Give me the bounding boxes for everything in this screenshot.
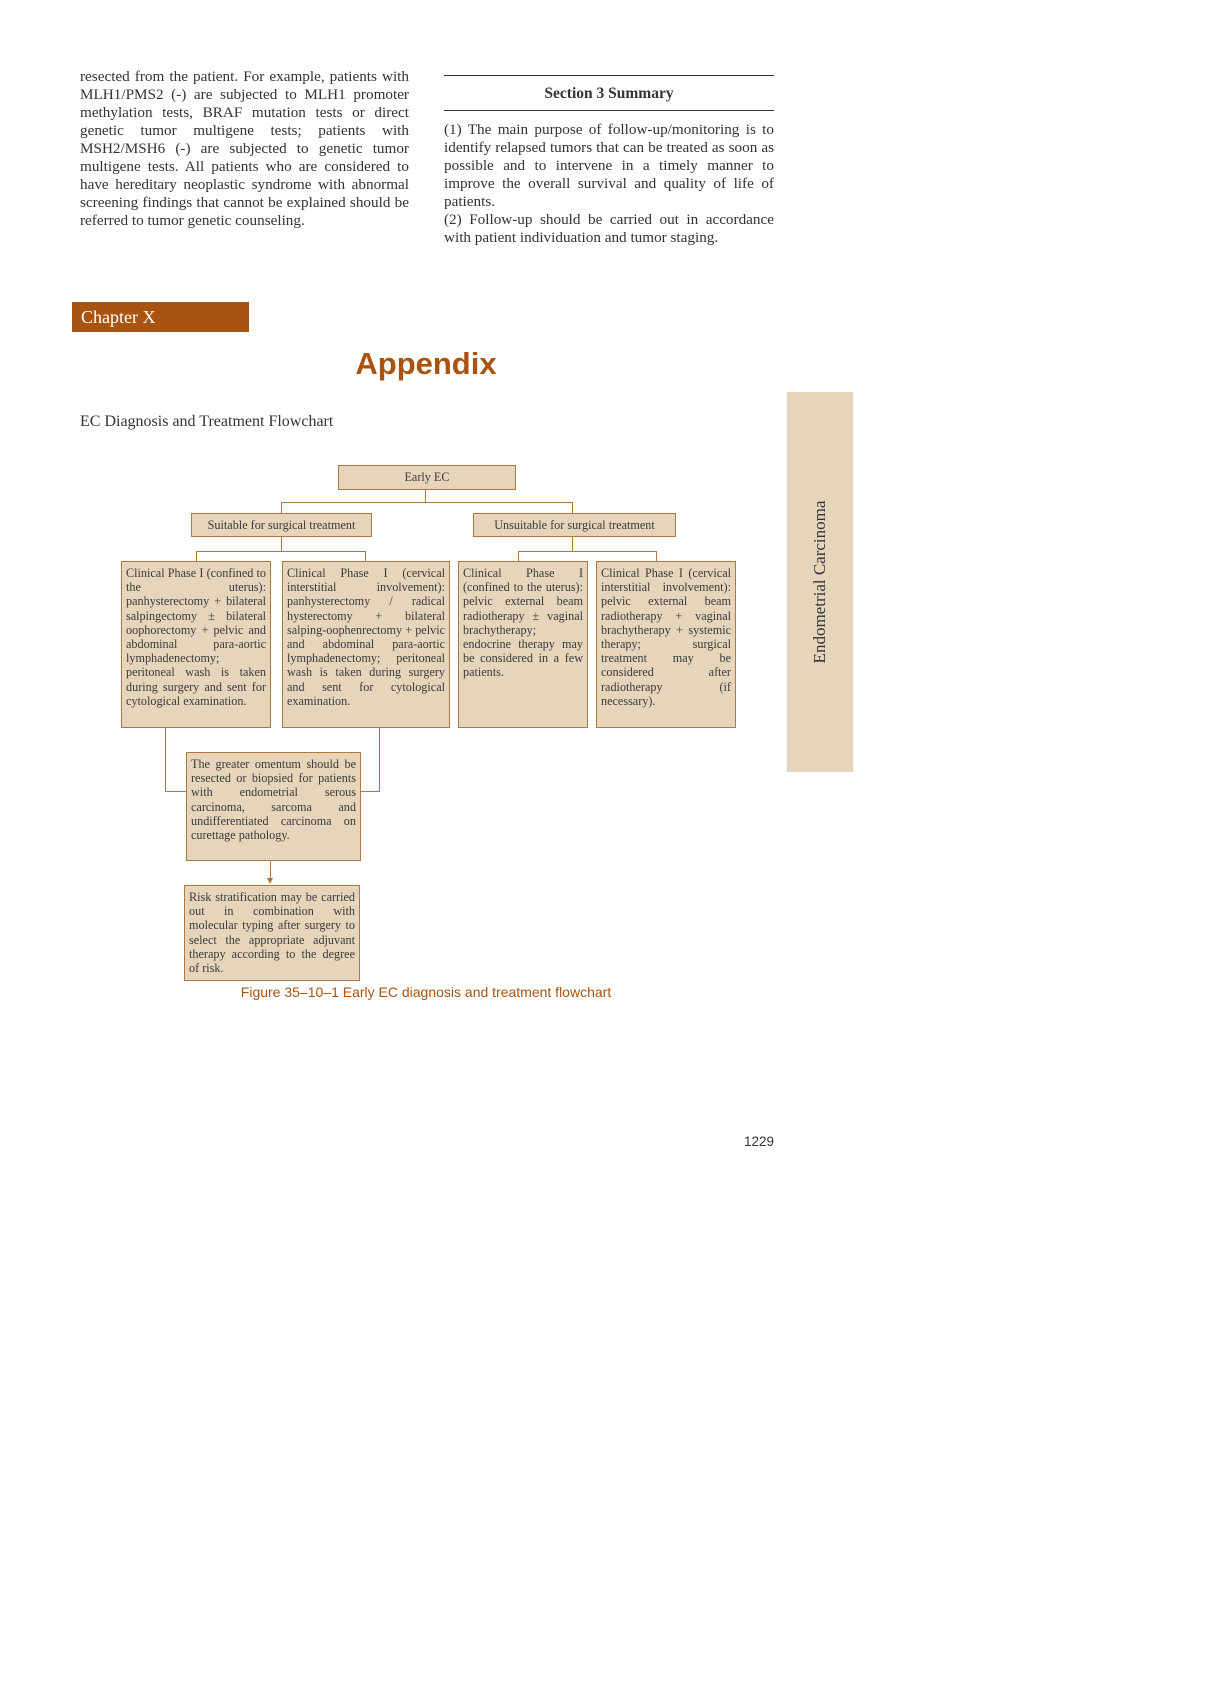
flowchart-heading: EC Diagnosis and Treatment Flowchart <box>80 413 334 430</box>
summary-point-2: (2) Follow-up should be carried out in accordance with patient individuation and tumor staging. <box>444 211 774 246</box>
connector-line <box>165 727 166 791</box>
summary-point-1: (1) The main purpose of follow-up/monitoring is to identify relapsed tumors that can be treated as soon as possible and to intervene in a timely manner to improve the overall survival and quality of life of patients. <box>444 121 774 210</box>
left-column-paragraph: resected from the patient. For example, patients with MLH1/PMS2 (-) are subjected to MLH1 promoter methylation tests, BRAF mutation tests or direct genetic tumor multigene tests; patients with MSH2/MSH6 (-) are subjected to genetic tumor multigene tests. All patients who are considered to have hereditary neoplastic syndrome with abnormal screening findings that cannot be explained should be referred to tumor genetic counseling. <box>80 68 409 229</box>
flowchart-root: Early EC <box>338 465 516 490</box>
connector-line <box>572 537 573 551</box>
connector-line <box>518 551 519 561</box>
summary-bottom-rule <box>444 110 774 111</box>
appendix-title: Appendix <box>355 346 497 381</box>
connector-line <box>359 791 380 792</box>
figure-caption: Figure 35–10–1 Early EC diagnosis and treatment flowchart <box>240 984 612 1000</box>
flowchart-suitable: Suitable for surgical treatment <box>191 513 372 537</box>
connector-line <box>425 489 426 502</box>
connector-line <box>365 551 366 561</box>
connector-line <box>281 502 573 503</box>
flowchart-unsuitable: Unsuitable for surgical treatment <box>473 513 676 537</box>
connector-line <box>196 551 197 561</box>
section-summary <box>444 75 774 247</box>
flowchart-nonsurgical-phase-uterus: Clinical Phase I (confined to the uterus): pelvic external beam radiotherapy ± vaginal brachytherapy; endocrine therapy may be considered in a few patients. <box>458 561 588 728</box>
connector-line <box>518 551 657 552</box>
chapter-label: Chapter X <box>72 302 249 332</box>
side-tab <box>787 392 853 772</box>
flowchart-nonsurgical-phase-cervical: Clinical Phase I (cervical interstitial involvement): pelvic external beam radiotherapy + vaginal brachytherapy + systemic therapy; surgical treatment may be considered after radiotherapy (if necessary). <box>596 561 736 728</box>
connector-line <box>379 727 380 791</box>
page-number: 1229 <box>743 1134 774 1149</box>
arrow-down-icon <box>267 878 273 884</box>
flowchart-omentum: The greater omentum should be resected or biopsied for patients with endometrial serous carcinoma, sarcoma and undifferentiated carcinoma on curettage pathology. <box>186 752 361 861</box>
connector-line <box>165 791 186 792</box>
flowchart-surgical-phase-cervical: Clinical Phase I (cervical interstitial involvement): panhysterectomy / radical hysterectomy + bilateral salping-oophenrectomy + pelvic and abdominal para-aortic lymphadenectomy; peritoneal wash is taken during surgery and sent for cytological examination. <box>282 561 450 728</box>
summary-title: Section 3 Summary <box>544 85 674 102</box>
connector-line <box>281 502 282 513</box>
connector-line <box>281 537 282 551</box>
flowchart-surgical-phase-uterus: Clinical Phase I (confined to the uterus): panhysterectomy + bilateral salpingectomy ± bilateral oophorectomy + pelvic and abdominal para-aortic lymphadenectomy; peritoneal wash is taken during surgery and sent for cytological examination. <box>121 561 271 728</box>
flowchart-risk: Risk stratification may be carried out in combination with molecular typing after surgery to select the appropriate adjuvant therapy according to the degree of risk. <box>184 885 360 981</box>
connector-line <box>196 551 366 552</box>
connector-line <box>572 502 573 513</box>
side-tab-label: Endometrial Carcinoma <box>810 500 829 664</box>
connector-line <box>656 551 657 561</box>
left-column-text <box>80 68 409 230</box>
